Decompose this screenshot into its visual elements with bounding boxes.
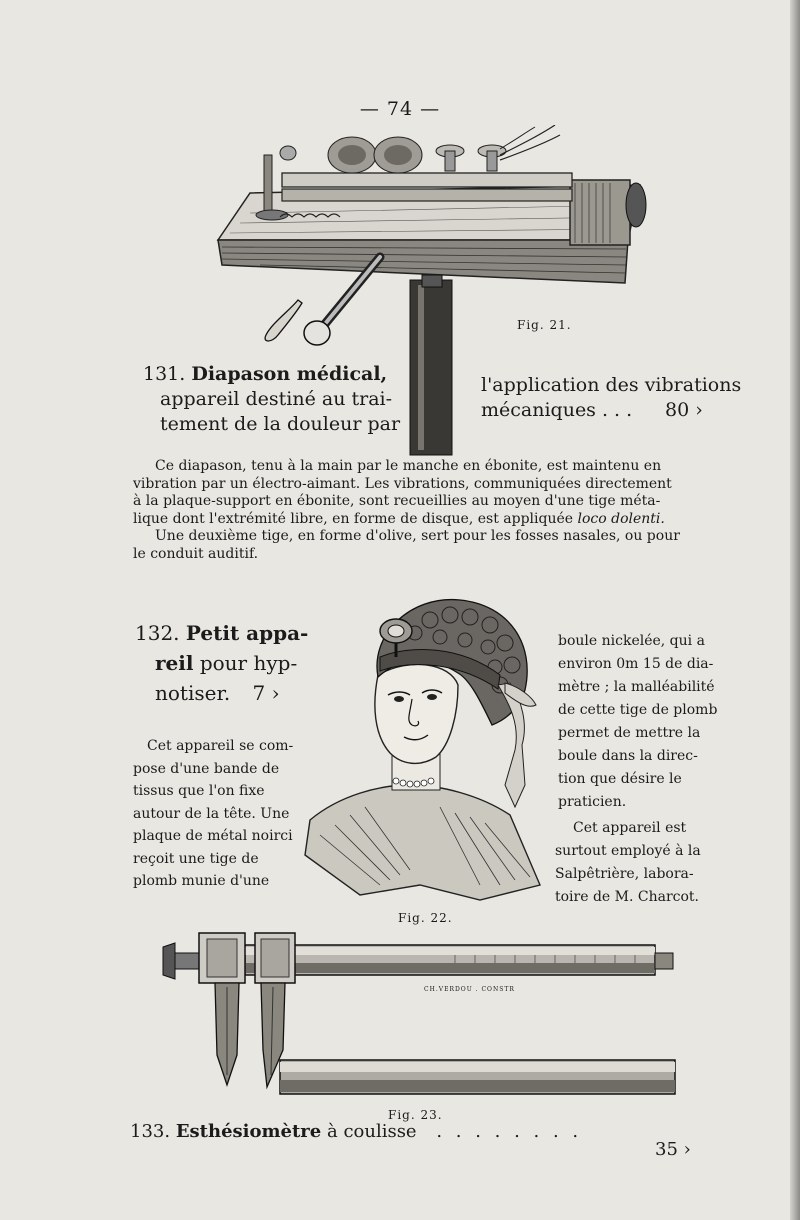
item-132-left-line: tissus que l'on fixe (133, 783, 265, 799)
item-132-number: 132. (135, 621, 180, 645)
item-131-price: 80 › (665, 399, 703, 421)
item-131-body-line: vibration par un électro-aimant. Les vibrations, communiquées directement (133, 475, 672, 492)
item-133-title (130, 1120, 582, 1144)
item-131-body-line: à la plaque-support en ébonite, sont recueillies au moyen d'une tige méta- (133, 493, 661, 509)
item-131-desc-left (160, 387, 400, 437)
item-132-right-line: toire de M. Charcot. (555, 889, 700, 905)
item-131-number: 131. (143, 363, 186, 385)
item-132-title (135, 618, 308, 708)
item-132-right-line: de cette tige de plomb (558, 702, 718, 718)
item-132-left-line: plomb munie d'une (133, 873, 270, 889)
item-132-right-line: boule nickelée, qui a (558, 633, 705, 649)
item-131-body-line: Ce diapason, tenu à la main par le manche en ébonite, est maintenu en (155, 458, 662, 474)
item-132-left-line: Cet appareil se com- (147, 738, 294, 754)
figure-22-hypnosis-headband (300, 585, 550, 910)
item-133-name: Esthésiomètre (175, 1121, 322, 1142)
figure-23-caption: Fig. 23. (388, 1108, 443, 1122)
item-131-body-line: le conduit auditif. (133, 545, 259, 562)
item-132-right-column-2 (555, 817, 701, 909)
item-133-number: 133. (130, 1121, 171, 1142)
item-133-price: 35 › (655, 1139, 691, 1160)
item-132-left-line: plaque de métal noirci (133, 828, 293, 844)
item-132-desc: notiser. (155, 681, 231, 705)
item-132-right-line: mètre ; la malléabilité (558, 679, 715, 695)
item-132-price: 7 › (252, 681, 280, 705)
figure-22-caption: Fig. 22. (398, 911, 453, 925)
page-edge (790, 0, 800, 1220)
figure-23-esthesiometer (155, 925, 690, 1105)
item-131-body-italic: loco dolenti. (577, 510, 665, 527)
item-132-left-line: reçoit une tige de (133, 850, 259, 867)
item-131-desc-line: appareil destiné au trai- (160, 388, 393, 410)
item-131-name: Diapason médical, (191, 363, 388, 385)
item-132-right-line: surtout employé à la (555, 843, 701, 859)
item-132-left-line: pose d'une bande de (133, 760, 280, 777)
item-131-body-line: Une deuxième tige, en forme d'olive, sert pour les fosses nasales, ou pour (155, 528, 680, 544)
item-132-left-column (133, 735, 293, 893)
item-132-right-line: boule dans la direc- (558, 748, 698, 764)
item-132-right-line: permet de mettre la (558, 725, 701, 741)
item-131-title (143, 362, 387, 387)
figure-23-engraver-mark: CH.VERDOU . CONSTR (424, 986, 515, 993)
item-132-right-line: praticien. (558, 794, 627, 810)
item-132-right-line: tion que désire le (558, 771, 682, 787)
item-132-right-line: Salpêtrière, labora- (555, 866, 694, 882)
item-131-desc-line: tement de la douleur par (160, 413, 401, 435)
item-132-right-column (558, 630, 717, 814)
item-131-body (133, 458, 723, 563)
item-133-name-rest: à coulisse (326, 1121, 417, 1142)
item-132-left-line: autour de la tête. Une (133, 805, 290, 822)
item-132-right-line: Cet appareil est (573, 820, 687, 836)
item-131-desc-right-line: mécaniques . . . (481, 399, 633, 421)
page-number: — 74 — (359, 98, 441, 120)
item-132-name-line: Petit appa- (185, 621, 309, 645)
item-132-name-line: reil (155, 651, 194, 675)
item-133-dots: . . . . . . . . (436, 1121, 583, 1142)
item-131-body-line: lique dont l'extrémité libre, en forme de disque, est appliquée loco dolenti. (133, 510, 665, 527)
item-132-right-line: environ 0m 15 de dia- (558, 656, 714, 672)
item-131-desc-right-line: l'application des vibrations (481, 374, 742, 396)
figure-21-caption: Fig. 21. (517, 318, 572, 332)
item-132-name-rest: pour hyp- (199, 651, 298, 675)
